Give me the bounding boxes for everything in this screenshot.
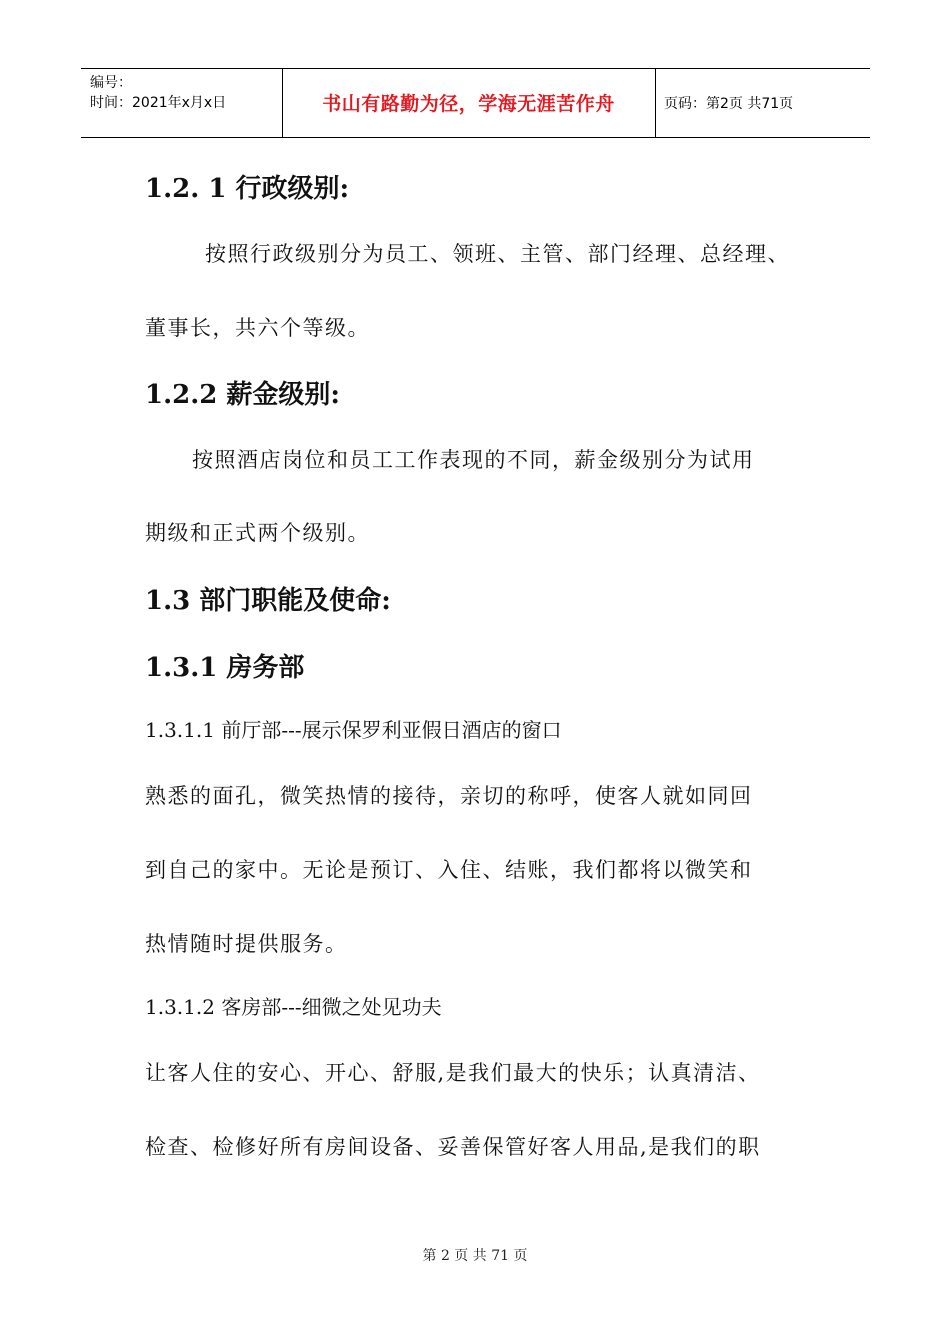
page-footer: 第 2 页 共 71 页 bbox=[422, 1248, 528, 1264]
paragraph-line: 让客人住的安心、开心、舒服,是我们最大的快乐；认真清洁、 bbox=[145, 1061, 761, 1085]
paragraph-line: 董事长，共六个等级。 bbox=[145, 316, 370, 340]
paragraph-line: 到自己的家中。无论是预订、入住、结账，我们都将以微笑和 bbox=[145, 858, 753, 882]
paragraph-line: 期级和正式两个级别。 bbox=[145, 521, 370, 545]
paragraph-line: 热情随时提供服务。 bbox=[145, 932, 348, 956]
heading-1-3-1: 1.3.1 房务部 bbox=[145, 653, 305, 683]
paragraph-line: 按照酒店岗位和员工工作表现的不同，薪金级别分为试用 bbox=[192, 448, 755, 472]
header-page-info: 页码：第2页 共71页 bbox=[664, 96, 794, 112]
heading-1-2-2: 1.2.2 薪金级别: bbox=[145, 380, 341, 410]
header-left-cell bbox=[90, 73, 226, 113]
header-divider bbox=[655, 69, 656, 137]
paragraph-line: 检查、检修好所有房间设备、妥善保管好客人用品,是我们的职 bbox=[145, 1135, 761, 1159]
subheading-1-3-1-2: 1.3.1.2 客房部---细微之处见功夫 bbox=[145, 995, 442, 1019]
heading-1-3: 1.3 部门职能及使命: bbox=[145, 586, 391, 616]
header-number-label: 编号： bbox=[90, 75, 132, 91]
page-header bbox=[81, 68, 870, 138]
heading-1-2-1: 1.2. 1 行政级别: bbox=[145, 174, 350, 204]
subheading-1-3-1-1: 1.3.1.1 前厅部---展示保罗利亚假日酒店的窗口 bbox=[145, 718, 562, 742]
header-time-label: 时间：2021年x月x日 bbox=[90, 95, 227, 111]
paragraph-line: 熟悉的面孔，微笑热情的接待，亲切的称呼，使客人就如同回 bbox=[145, 784, 753, 808]
header-motto: 书山有路勤为径，学海无涯苦作舟 bbox=[322, 93, 615, 115]
paragraph-line: 按照行政级别分为员工、领班、主管、部门经理、总经理、 bbox=[205, 242, 790, 266]
